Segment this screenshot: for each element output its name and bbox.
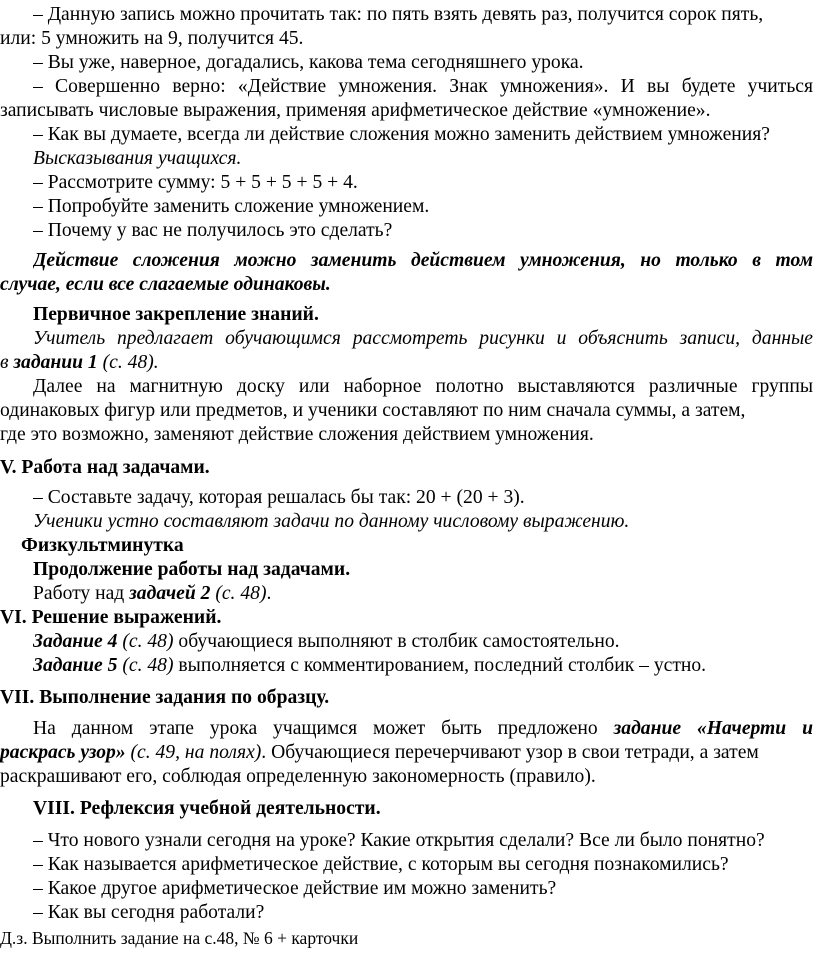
paragraph-line: раскрашивают его, соблюдая определенную закономерность (правило). <box>0 766 596 787</box>
homework-line: Д.з. Выполнить задание на с.48, № 6 + карточки <box>0 928 359 948</box>
paragraph-line: в задании 1 (с. 48). <box>0 352 159 373</box>
paragraph-line: – Как вы думаете, всегда ли действие сложения можно заменить действием умножения? <box>33 124 770 145</box>
reflection-question: – Как называется арифметическое действие, с которым вы сегодня познакомились? <box>33 854 729 875</box>
paragraph-line: – Составьте задачу, которая решалась бы так: 20 + (20 + 3). <box>33 487 525 508</box>
task-reference: Задание 5 <box>33 655 118 676</box>
subsection-heading: Продолжение работы над задачами. <box>33 559 351 580</box>
paragraph-line: Учитель предлагает обучающимся рассмотреть рисунки и объяснить записи, данные <box>33 328 813 349</box>
paragraph-line: одинаковых фигур или предметов, и ученики составляют по ним сначала суммы, а затем, <box>0 400 746 421</box>
rule-statement: случае, если все слагаемые одинаковы. <box>0 274 331 295</box>
paragraph-line: – Попробуйте заменить сложение умножением. <box>33 196 430 217</box>
paragraph-line: – Вы уже, наверное, догадались, какова тема сегодняшнего урока. <box>33 52 584 73</box>
task-reference: задании 1 <box>13 352 98 373</box>
section-heading: VI. Решение выражений. <box>0 607 222 628</box>
task-reference: раскрась узор» <box>0 742 126 763</box>
reflection-question: – Какое другое арифметическое действие им можно заменить? <box>33 878 557 899</box>
reflection-question: – Как вы сегодня работали? <box>33 902 265 923</box>
reflection-question: – Что нового узнали сегодня на уроке? Какие открытия сделали? Все ли было понятно? <box>33 830 765 851</box>
paragraph-line: На данном этапе урока учащимся может быть предложено задание «Начерти и <box>33 718 813 739</box>
section-heading: Первичное закрепление знаний. <box>33 304 319 325</box>
task-reference: задачей 2 <box>129 583 211 604</box>
paragraph-line: Задание 5 (с. 48) выполняется с комментированием, последний столбик – устно. <box>33 655 707 676</box>
rule-statement: Действие сложения можно заменить действием умножения, но только в том <box>33 250 813 271</box>
paragraph-line: записывать числовые выражения, применяя арифметическое действие «умножение». <box>0 100 711 121</box>
paragraph-line: или: 5 умножить на 9, получится 45. <box>0 28 304 49</box>
paragraph-line: – Почему у вас не получилось это сделать? <box>33 220 393 241</box>
section-heading: V. Работа над задачами. <box>0 457 210 478</box>
paragraph-line: – Данную запись можно прочитать так: по пять взять девять раз, получится сорок пять, <box>33 4 764 25</box>
task-reference: задание «Начерти и <box>613 718 813 739</box>
paragraph-line: Далее на магнитную доску или наборное полотно выставляются различные группы <box>33 376 813 397</box>
paragraph-line: Работу над задачей 2 (с. 48). <box>33 583 272 604</box>
task-reference: Задание 4 <box>33 631 118 652</box>
section-heading: VIII. Рефлексия учебной деятельности. <box>33 798 381 819</box>
paragraph-line: Задание 4 (с. 48) обучающиеся выполняют в столбик самостоятельно. <box>33 631 620 652</box>
subsection-heading: Физкультминутка <box>21 535 184 556</box>
paragraph-line: раскрась узор» (с. 49, на полях). Обучающиеся перечерчивают узор в свои тетради, а затем <box>0 742 759 763</box>
students-remarks: Высказывания учащихся. <box>33 148 242 169</box>
section-heading: VII. Выполнение задания по образцу. <box>0 687 330 708</box>
paragraph-line: где это возможно, заменяют действие сложения действием умножения. <box>0 424 594 445</box>
paragraph-line: Ученики устно составляют задачи по данному числовому выражению. <box>33 511 630 532</box>
paragraph-line: – Рассмотрите сумму: 5 + 5 + 5 + 5 + 4. <box>33 172 358 193</box>
paragraph-line: – Совершенно верно: «Действие умножения. Знак умножения». И вы будете учиться <box>33 76 813 97</box>
